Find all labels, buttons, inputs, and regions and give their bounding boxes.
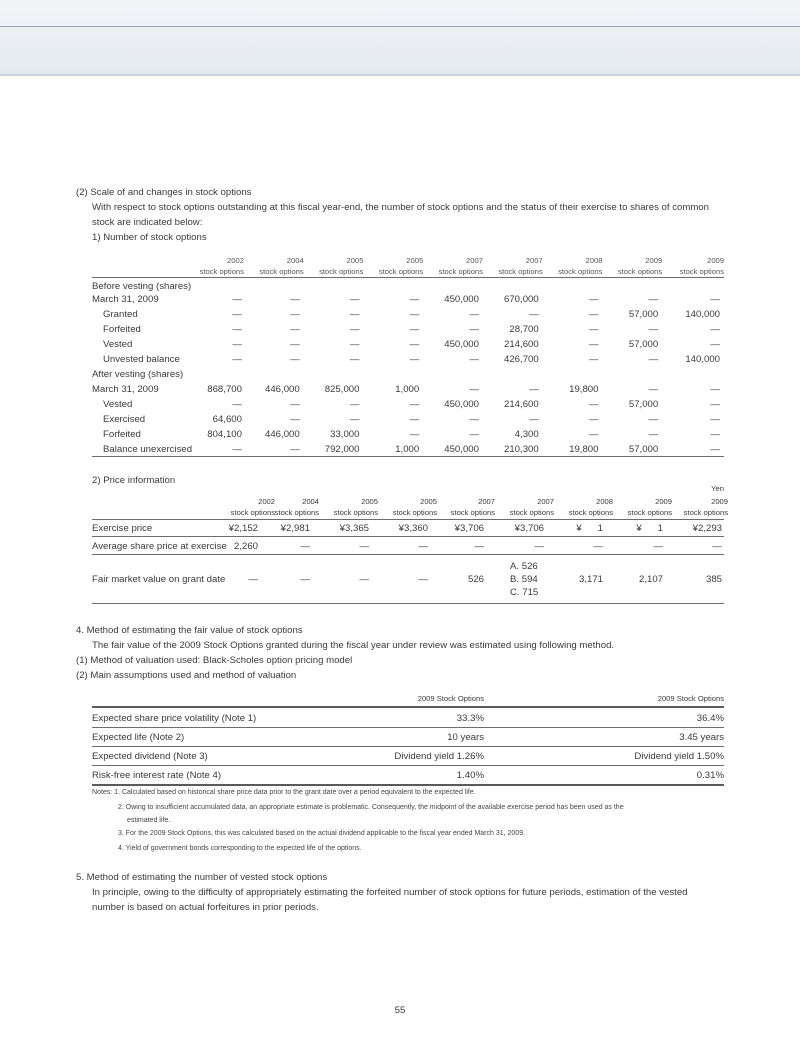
table3-col1-header: 2009 Stock Options bbox=[417, 694, 484, 703]
table1-cell: — bbox=[469, 414, 479, 425]
table1-cell: 4,300 bbox=[514, 429, 539, 440]
table1-row bbox=[92, 427, 724, 442]
table1-cell: — bbox=[349, 354, 360, 365]
section4-title: 4. Method of estimating the fair value of stock options bbox=[76, 625, 303, 636]
table1-cell: — bbox=[469, 354, 479, 365]
assumption-value-2: 3.45 years bbox=[679, 732, 724, 743]
average-cell: — bbox=[712, 541, 722, 552]
section4-item2: (2) Main assumptions used and method of valuation bbox=[76, 670, 297, 681]
table1-year-header: 2002 bbox=[227, 256, 244, 265]
table1-cell: — bbox=[290, 309, 300, 320]
table1-cell: 214,600 bbox=[504, 339, 539, 350]
table1-cell: — bbox=[648, 294, 659, 305]
table1-cell bbox=[543, 277, 603, 292]
table1-cell bbox=[662, 367, 724, 382]
table1-cell: — bbox=[290, 354, 300, 365]
table1-cell: — bbox=[588, 309, 599, 320]
average-cell: — bbox=[653, 541, 663, 552]
table1-cell bbox=[423, 277, 483, 292]
table1-cell bbox=[244, 277, 304, 292]
table2-year-header: 2004 bbox=[302, 497, 319, 506]
table1-cell: — bbox=[588, 429, 599, 440]
assumption-value-1: Dividend yield 1.26% bbox=[394, 751, 484, 762]
table2-header-rule bbox=[92, 519, 724, 520]
table2-type-header: stock options bbox=[230, 508, 275, 517]
table1-cell: — bbox=[290, 339, 300, 350]
table1-cell bbox=[602, 367, 662, 382]
table1-type-header: stock options bbox=[199, 267, 244, 276]
table1-cell: 450,000 bbox=[444, 444, 479, 455]
table1-cell: — bbox=[290, 414, 300, 425]
table2-year-header: 2002 bbox=[258, 497, 275, 506]
table1-row bbox=[92, 337, 724, 352]
table1-cell: — bbox=[469, 429, 479, 440]
table1-cell: 446,000 bbox=[265, 429, 300, 440]
table1-row-label: Forfeited bbox=[103, 429, 141, 440]
table1-cell: — bbox=[232, 324, 242, 335]
page-number: 55 bbox=[394, 1005, 406, 1016]
table1-type-header: stock options bbox=[319, 267, 364, 276]
table1-type-header: stock options bbox=[378, 267, 424, 276]
exercise-price-label: Exercise price bbox=[92, 523, 153, 534]
table1-cell: 28,700 bbox=[509, 324, 539, 335]
table1-cell: 214,600 bbox=[504, 399, 539, 410]
table1-year-header: 2007 bbox=[466, 256, 483, 265]
table1-cell: 57,000 bbox=[628, 309, 659, 320]
average-cell: — bbox=[418, 541, 428, 552]
table1-cell bbox=[363, 277, 423, 292]
table1-cell: — bbox=[232, 339, 242, 350]
table1-cell: — bbox=[710, 384, 720, 395]
table1-cell: 426,700 bbox=[504, 354, 539, 365]
assumption-value-1: 1.40% bbox=[456, 770, 484, 781]
table1-cell: — bbox=[409, 339, 420, 350]
table1-cell: — bbox=[290, 399, 300, 410]
table1-cell bbox=[602, 277, 662, 292]
assumption-label: Expected dividend (Note 3) bbox=[92, 751, 208, 762]
average-cell: — bbox=[593, 541, 603, 552]
exercise-cell: ¥3,365 bbox=[339, 523, 369, 534]
fair-cell: — bbox=[418, 574, 428, 585]
table1-cell: 140,000 bbox=[685, 309, 720, 320]
fair-cell: — bbox=[300, 574, 310, 585]
table1-row bbox=[92, 367, 724, 382]
table1-row-label: Unvested balance bbox=[103, 354, 180, 365]
table1-cell: 1,000 bbox=[395, 444, 420, 455]
table1-cell bbox=[662, 277, 724, 292]
table1-cell bbox=[363, 367, 423, 382]
assumption-value-1: 33.3% bbox=[456, 713, 484, 724]
table1-year-header: 2009 bbox=[645, 256, 663, 265]
exercise-cell: ¥3,706 bbox=[454, 523, 484, 534]
table1-cell: 670,000 bbox=[504, 294, 539, 305]
table1-type-header: stock options bbox=[558, 267, 603, 276]
table1-cell: — bbox=[469, 384, 479, 395]
table1-cell: 210,300 bbox=[504, 444, 539, 455]
fair-cell: 3,171 bbox=[578, 574, 603, 585]
table1-row-label: Vested bbox=[103, 399, 133, 410]
exercise-cell: ¥2,293 bbox=[692, 523, 722, 534]
table1-type-header: stock options bbox=[498, 267, 543, 276]
table2-year-header: 2005 bbox=[420, 497, 437, 506]
section4-item1: (1) Method of valuation used: Black-Scholes option pricing model bbox=[76, 655, 353, 666]
table1-cell: 868,700 bbox=[207, 384, 242, 395]
table1-cell: 64,600 bbox=[212, 414, 242, 425]
table1-cell: — bbox=[409, 414, 420, 425]
assumption-row-rule bbox=[92, 727, 724, 728]
table1-cell: — bbox=[409, 294, 420, 305]
fair-value-b: B. 594 bbox=[510, 574, 538, 585]
table1-cell: — bbox=[469, 309, 479, 320]
table1-row bbox=[92, 412, 724, 427]
assumption-row-rule bbox=[92, 765, 724, 766]
table1-cell: — bbox=[648, 324, 659, 335]
table1-cell: 792,000 bbox=[324, 444, 360, 455]
table2-year-header: 2005 bbox=[361, 497, 378, 506]
table1-cell: — bbox=[409, 309, 420, 320]
table1-cell bbox=[543, 367, 603, 382]
section5-text-line2: number is based on actual forfeitures in prior periods. bbox=[92, 902, 319, 913]
table1-row-label: Vested bbox=[103, 339, 133, 350]
assumption-label: Risk-free interest rate (Note 4) bbox=[92, 770, 222, 781]
table2-type-header: stock options bbox=[274, 508, 319, 517]
table1-cell: — bbox=[648, 384, 659, 395]
table1-cell bbox=[244, 367, 304, 382]
table1-cell: 825,000 bbox=[324, 384, 360, 395]
table1-cell: 57,000 bbox=[628, 339, 659, 350]
table1-row bbox=[92, 352, 724, 367]
table1-cell: — bbox=[290, 324, 300, 335]
table1-cell: — bbox=[409, 324, 420, 335]
average-share-price-label: Average share price at exercise bbox=[92, 541, 227, 552]
table2-year-header: 2009 bbox=[711, 497, 728, 506]
table1-cell bbox=[304, 367, 364, 382]
table1-cell: 450,000 bbox=[444, 399, 479, 410]
table1-cell: — bbox=[349, 399, 360, 410]
table1-cell: — bbox=[710, 294, 720, 305]
table1-year-header: 2005 bbox=[406, 256, 424, 265]
assumption-value-2: 0.31% bbox=[696, 770, 724, 781]
header-band bbox=[0, 0, 800, 76]
section5-title: 5. Method of estimating the number of vested stock options bbox=[76, 872, 328, 883]
table1-cell: 19,800 bbox=[569, 444, 599, 455]
table1-cell: 450,000 bbox=[444, 294, 479, 305]
table1-cell: — bbox=[290, 294, 300, 305]
table1-type-header: stock options bbox=[438, 267, 483, 276]
table1-cell: — bbox=[710, 429, 720, 440]
table1-cell bbox=[192, 367, 244, 382]
table1-cell: — bbox=[232, 294, 242, 305]
table2-type-header: stock options bbox=[683, 508, 728, 517]
table2-type-header: stock options bbox=[392, 508, 437, 517]
fair-cell: 526 bbox=[467, 574, 484, 585]
table1-cell: 140,000 bbox=[685, 354, 720, 365]
average-cell: — bbox=[474, 541, 484, 552]
table1-year-header: 2007 bbox=[525, 256, 543, 265]
table1-cell: — bbox=[529, 384, 539, 395]
average-cell: — bbox=[359, 541, 369, 552]
table1-cell: — bbox=[349, 324, 360, 335]
table1-row-label: Before vesting (shares) bbox=[92, 280, 192, 292]
table2-unit: Yen bbox=[711, 484, 724, 493]
table1-year-header: 2005 bbox=[346, 256, 364, 265]
assumption-row-rule bbox=[92, 784, 724, 786]
table1-cell: — bbox=[349, 294, 360, 305]
table1-cell: — bbox=[710, 399, 720, 410]
table1-cell: — bbox=[409, 399, 420, 410]
section2-intro-line1: With respect to stock options outstanding at this fiscal year-end, the number of stock options and the status of their exercise to shares of common bbox=[92, 202, 709, 213]
table1-row-label: Exercised bbox=[103, 414, 146, 425]
table1-year-header: 2004 bbox=[286, 256, 304, 265]
table1-row-label: Granted bbox=[103, 309, 138, 320]
note-3: 3. For the 2009 Stock Options, this was calculated based on the actual dividend applicable to the fiscal year ended March 31, 2009. bbox=[118, 830, 526, 837]
note-2b: estimated life. bbox=[127, 817, 171, 824]
table1-cell: 57,000 bbox=[628, 444, 659, 455]
table1-row bbox=[92, 382, 724, 397]
table1-cell: — bbox=[648, 414, 659, 425]
table1-row bbox=[92, 292, 724, 307]
assumption-label: Expected share price volatility (Note 1) bbox=[92, 713, 257, 724]
table1-cell: — bbox=[710, 444, 720, 455]
table1-cell: — bbox=[710, 324, 720, 335]
table1-cell: 804,100 bbox=[207, 429, 242, 440]
assumption-value-2: Dividend yield 1.50% bbox=[634, 751, 724, 762]
average-cell: — bbox=[300, 541, 310, 552]
table1-cell: — bbox=[648, 354, 659, 365]
table1-cell: — bbox=[588, 339, 599, 350]
table1-cell: — bbox=[409, 354, 420, 365]
table3-col2-header: 2009 Stock Options bbox=[657, 694, 724, 703]
fair-value-a: A. 526 bbox=[510, 561, 538, 572]
assumption-label: Expected life (Note 2) bbox=[92, 732, 185, 743]
fair-market-value-label: Fair market value on grant date bbox=[92, 574, 226, 585]
table1-title: 1) Number of stock options bbox=[92, 232, 207, 243]
table1-row-label: March 31, 2009 bbox=[92, 294, 159, 305]
exercise-cell: ¥2,981 bbox=[280, 523, 310, 534]
table2-bottom-rule bbox=[92, 603, 724, 604]
section4-text: The fair value of the 2009 Stock Options granted during the fiscal year under review was estimated using following method. bbox=[92, 640, 615, 651]
table2-type-header: stock options bbox=[627, 508, 672, 517]
table1-row-label: Balance unexercised bbox=[103, 444, 193, 455]
fair-cell: — bbox=[248, 574, 258, 585]
table2-year-header: 2008 bbox=[596, 497, 613, 506]
table1-cell: — bbox=[588, 354, 599, 365]
table1-cell: — bbox=[409, 429, 420, 440]
table1-year-header: 2008 bbox=[585, 256, 603, 265]
table1-cell: 1,000 bbox=[395, 384, 420, 395]
table2-type-header: stock options bbox=[509, 508, 554, 517]
note-2a: 2. Owing to insufficient accumulated data, an appropriate estimate is problematic. Consequently, the midpoint of the available exercise period has been used as the bbox=[118, 804, 624, 811]
table1-cell: — bbox=[588, 414, 599, 425]
table2-title: 2) Price information bbox=[92, 475, 176, 486]
table1-cell bbox=[192, 277, 244, 292]
table1-cell: 57,000 bbox=[628, 399, 659, 410]
table1-cell: — bbox=[588, 399, 599, 410]
table1-cell: — bbox=[469, 324, 479, 335]
note-4: 4. Yield of government bonds corresponding to the expected life of the options. bbox=[118, 845, 362, 852]
table2-type-header: stock options bbox=[568, 508, 613, 517]
table2-type-header: stock options bbox=[333, 508, 378, 517]
table2-type-header: stock options bbox=[450, 508, 495, 517]
table1-row bbox=[92, 397, 724, 412]
section2-title: (2) Scale of and changes in stock options bbox=[76, 187, 252, 198]
average-cell: 2,260 bbox=[233, 541, 258, 552]
exercise-cell: ¥3,360 bbox=[398, 523, 428, 534]
exercise-cell: ¥ 1 bbox=[576, 523, 603, 534]
table2-year-header: 2007 bbox=[478, 497, 495, 506]
table1-cell: 446,000 bbox=[265, 384, 300, 395]
table3-top-rule bbox=[92, 706, 724, 708]
table1-row bbox=[92, 442, 724, 457]
table1-cell bbox=[304, 277, 364, 292]
average-cell: — bbox=[534, 541, 544, 552]
table1-cell: — bbox=[588, 294, 599, 305]
table1-cell: 33,000 bbox=[330, 429, 360, 440]
table2-year-header: 2009 bbox=[655, 497, 672, 506]
table1-cell: — bbox=[349, 339, 360, 350]
table1-cell: — bbox=[232, 309, 242, 320]
table1-cell: — bbox=[232, 444, 242, 455]
table1-cell: — bbox=[349, 414, 360, 425]
table1-cell: — bbox=[232, 354, 242, 365]
table1-row bbox=[92, 322, 724, 337]
table1-row-label: March 31, 2009 bbox=[92, 384, 159, 395]
fair-cell: 385 bbox=[705, 574, 722, 585]
fair-cell: — bbox=[359, 574, 369, 585]
table1-cell: 450,000 bbox=[444, 339, 479, 350]
table1-cell: — bbox=[290, 444, 300, 455]
table1-cell: — bbox=[529, 414, 539, 425]
header-rule bbox=[0, 26, 800, 27]
table1-year-header: 2009 bbox=[707, 256, 724, 265]
fair-value-c: C. 715 bbox=[510, 587, 539, 598]
exercise-cell: ¥ 1 bbox=[636, 523, 663, 534]
table1-cell: — bbox=[349, 309, 360, 320]
table1-cell: 19,800 bbox=[569, 384, 599, 395]
exercise-cell: ¥3,706 bbox=[514, 523, 544, 534]
assumption-value-2: 36.4% bbox=[696, 713, 724, 724]
table2-row-rule-2 bbox=[92, 554, 724, 555]
table1-row-label: After vesting (shares) bbox=[92, 369, 184, 380]
section2-intro-line2: stock are indicated below: bbox=[92, 217, 203, 228]
table1-cell: — bbox=[710, 414, 720, 425]
table1-cell: — bbox=[529, 309, 539, 320]
table1-cell bbox=[483, 277, 543, 292]
table1-type-header: stock options bbox=[679, 267, 724, 276]
table1-cell: — bbox=[588, 324, 599, 335]
table2-row-rule-1 bbox=[92, 536, 724, 537]
table1-row bbox=[92, 277, 724, 292]
table1-cell bbox=[423, 367, 483, 382]
stock-options-count-table bbox=[92, 255, 724, 457]
table1-cell: — bbox=[232, 399, 242, 410]
note-1: Notes: 1. Calculated based on historical share price data prior to the grant date over a period equivalent to the expected life. bbox=[92, 789, 476, 796]
table1-cell: — bbox=[648, 429, 659, 440]
table1-cell bbox=[483, 367, 543, 382]
table1-row bbox=[92, 307, 724, 322]
exercise-cell: ¥2,152 bbox=[228, 523, 258, 534]
assumption-value-1: 10 years bbox=[447, 732, 484, 743]
table1-cell: — bbox=[710, 339, 720, 350]
table1-type-header: stock options bbox=[617, 267, 663, 276]
fair-cell: 2,107 bbox=[638, 574, 663, 585]
table1-type-header: stock options bbox=[259, 267, 304, 276]
assumption-row-rule bbox=[92, 746, 724, 747]
table2-year-header: 2007 bbox=[537, 497, 554, 506]
section5-text-line1: In principle, owing to the difficulty of appropriately estimating the forfeited number of stock options for future periods, estimation of the vested bbox=[92, 887, 688, 898]
table1-row-label: Forfeited bbox=[103, 324, 141, 335]
